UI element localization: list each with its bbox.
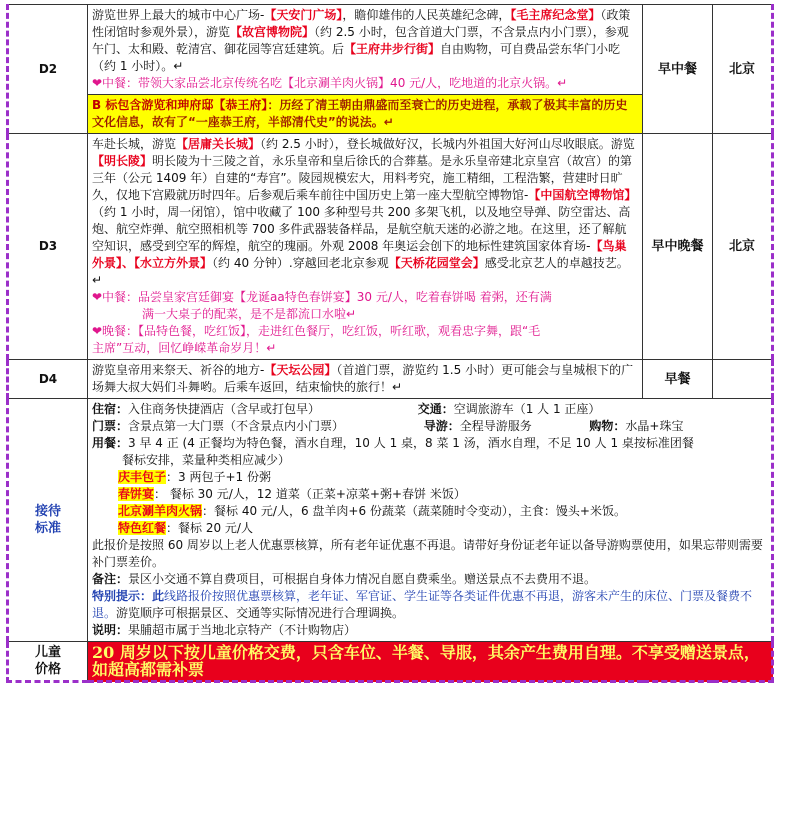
itinerary-page [6,4,771,683]
day-label-d3: D3 [8,134,88,360]
d2-option-b: B 标包含游览和珅府邸【恭王府】：历经了清王朝由鼎盛而至衰亡的历史进程，承载了极其丰富的历史文化信息，故有了“一座恭王府，半部清代史”的说法。↵ [88,94,642,133]
reception-content [88,399,773,642]
meal-d3: 早中晚餐 [643,134,713,360]
d3-lunch: ❤中餐：品尝皇家宫廷御宴【龙诞aa特色春饼宴】30 元/人，吃着春饼喝 着粥，还有满 满一大桌子的配菜，是不是都流口水啦↵ [92,290,552,321]
meal-d2: 早中餐 [643,5,713,134]
food-item-2: 春饼宴： 餐标 30 元/人，12 道菜（正菜+凉菜+粥+春饼 米饭） [118,487,466,501]
remark: 备注：景区小交通不算自费项目，可根据自身体力情况自愿自费乘坐。赠送景点不去费用不退。 [92,572,597,586]
city-d4 [713,360,773,399]
d2-main-text: 游览世界上最大的城市中心广场-【天安门广场】，瞻仰雄伟的人民英雄纪念碑，【毛主席纪念堂】（政策性闭馆时参观外景），游览【故宫博物院】（约 2.5 小时，包含首道大门票，不含景点内小门票），参观午门、太和殿、乾清宫、御花园等宫廷建筑。后【王府井步行街】自由购物，可自费品尝东华门小吃（约 1 小时）。↵ ❤中餐：带领大家品尝北京传统名吃【北京涮羊肉火锅】40 元/人，吃地道的北京火锅。↵ [88,5,642,94]
day-row-d4 [8,360,773,399]
child-price-label: 儿童 价格 [8,642,88,682]
reception-meals: 用餐：3 早 4 正 (4 正餐均为特色餐，酒水自理，10 人 1 桌，8 菜 1 汤，酒水自理，不足 10 人 1 桌按标准团餐 餐标安排，菜量种类相应减少） [92,436,694,467]
explanation: 说明：果脯超市属于当地北京特产（不计购物店） [92,623,357,637]
d2-lunch: ❤中餐：带领大家品尝北京传统名吃【北京涮羊肉火锅】40 元/人，吃地道的北京火锅。↵ [92,76,568,90]
food-item-1: 庆丰包子：3 两包子+1 份粥 [118,470,271,484]
reception-stay-traffic: 住宿：入住商务快捷酒店（含早或打包早） 交通：空调旅游车（1 人 1 正座） [92,402,601,416]
day-row-d3 [8,134,773,360]
meal-d4: 早餐 [643,360,713,399]
food-item-3: 北京涮羊肉火锅：餐标 40 元/人，6 盘羊肉+6 份蔬菜（蔬菜随时令变动），主食：馒头+米饭。 [118,504,626,518]
city-d2: 北京 [713,5,773,134]
day-label-d2: D2 [8,5,88,134]
day-label-d4: D4 [8,360,88,399]
day-row-d2 [8,5,773,134]
day-content-d4: 游览皇帝用来祭天、祈谷的地方-【天坛公园】（首道门票，游览约 1.5 小时）更可能会与皇城根下的广场舞大叔大妈们斗舞哟。后乘车返回，结束愉快的旅行！↵ [88,360,643,399]
child-price-text: 20 周岁以下按儿童价格交费，只含车位、半餐、导服，其余产生费用自理。不享受赠送景点，如超高都需补票 [88,642,773,682]
reception-row [8,399,773,642]
day-content-d2 [88,5,643,134]
price-note: 此报价是按照 60 周岁以上老人优惠票核算，所有老年证优惠不再退。请带好身份证老年证以备导游购票使用，如果忘带则需要补门票差价。 [92,538,763,569]
reception-ticket-guide: 门票：含景点第一大门票（不含景点内小门票） 导游：全程导游服务 购物：水晶+珠宝 [92,419,684,433]
reception-label: 接待 标准 [8,399,88,642]
d3-main-text: 车赴长城，游览【居庸关长城】（约 2.5 小时），登长城做好汉，长城内外祖国大好河山尽收眼底。游览【明长陵】明长陵为十三陵之首，永乐皇帝和皇后徐氏的合葬墓。是永乐皇帝建北京皇宫（故宫）的第三年（公元 1409 年）自建的“寿宫”。陵园规模宏大，用料考究，施工精细，工程浩繁，营建时日旷久，仅地下宫殿就历时四年。后参观后乘车前往中国历史上第一座大型航空博物馆-【中国航空博物馆】（约 1 小时，周一闭馆），馆中收藏了 100 多种型号共 200 多架飞机，以及地空导弹、防空雷达、高炮、航空炸弹、航空照相机等 700 多件武器装备样品，是航空航天迷的必游之地。在这里，还了解航空知识，感受到空军的辉煌，航空的瑰丽。外观 2008 年奥运会创下的地标性建筑国家体育场-【鸟巢外景】、【水立方外景】（约 40 分钟）.穿越回老北京参观【天桥花园堂会】感受北京艺人的卓越技艺。↵ [92,137,637,287]
d3-dinner: ❤晚餐：【品特色餐，吃红饭】，走进红色餐厅，吃红饭，听红歌，观看忠字舞，跟“毛 主席”互动，回忆峥嵘革命岁月！↵ [92,324,541,355]
special-tip: 特别提示：此线路报价按照优惠票核算，老年证、军官证、学生证等各类证件优惠不再退，游客未产生的床位、门票及餐费不退。游览顺序可根据景区、交通等实际情况进行合理调换。 [92,589,753,620]
day-content-d3 [88,134,643,360]
itinerary-table [6,4,774,683]
child-price-row [8,642,773,682]
food-item-4: 特色红餐：餐标 20 元/人 [118,521,253,535]
city-d3: 北京 [713,134,773,360]
